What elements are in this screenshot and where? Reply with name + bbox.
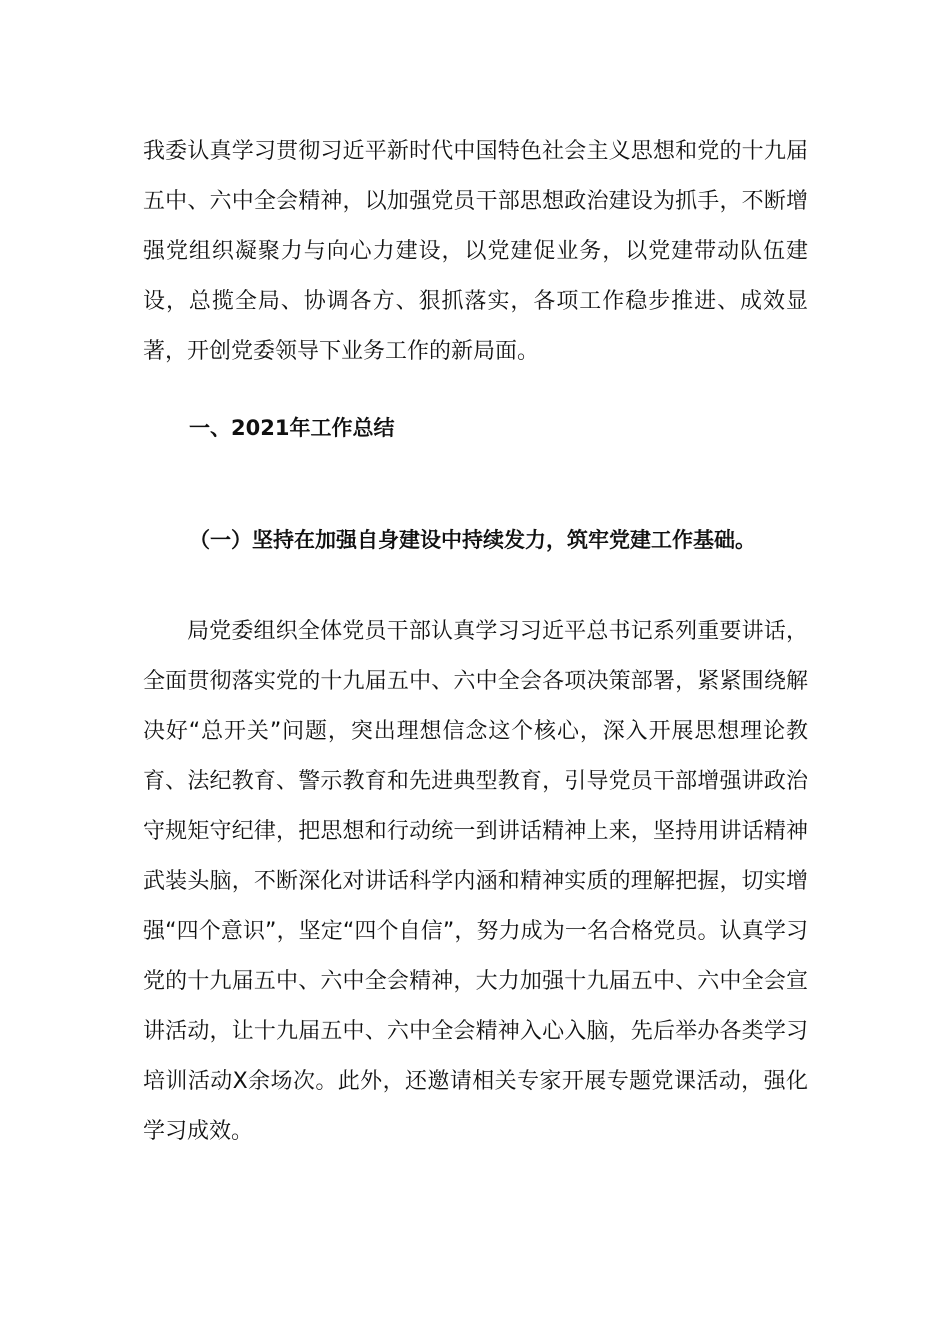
section-heading: 一、2021年工作总结 xyxy=(189,416,395,440)
body-paragraph: 局党委组织全体党员干部认真学习习近平总书记系列重要讲话，全面贯彻落实党的十九届五中、六中全会各项决策部署，紧紧围绕解决好“总开关”问题，突出理想信念这个核心，深入开展思想理论教育、法纪教育、警示教育和先进典型教育，引导党员干部增强讲政治守规矩守纪律，把思想和行动统一到讲话精神上来，坚持用讲话精神武装头脑，不断深化对讲话科学内涵和精神实质的理解把握，切实增强“四个意识”，坚定“四个自信”，努力成为一名合格党员。认真学习党的十九届五中、六中全会精神，大力加强十九届五中、六中全会宣讲活动，让十九届五中、六中全会精神入心入脑，先后举办各类学习培训活动X余场次。此外，还邀请相关专家开展专题党课活动，强化学习成效。 xyxy=(143,619,808,1144)
intro-paragraph: 我委认真学习贯彻习近平新时代中国特色社会主义思想和党的十九届五中、六中全会精神，以加强党员干部思想政治建设为抓手，不断增强党组织凝聚力与向心力建设，以党建促业务，以党建带动队伍建设，总揽全局、协调各方、狠抓落实，各项工作稳步推进、成效显著，开创党委领导下业务工作的新局面。 xyxy=(143,139,808,364)
subsection-heading: （一）坚持在加强自身建设中持续发力，筑牢党建工作基础。 xyxy=(189,528,756,552)
